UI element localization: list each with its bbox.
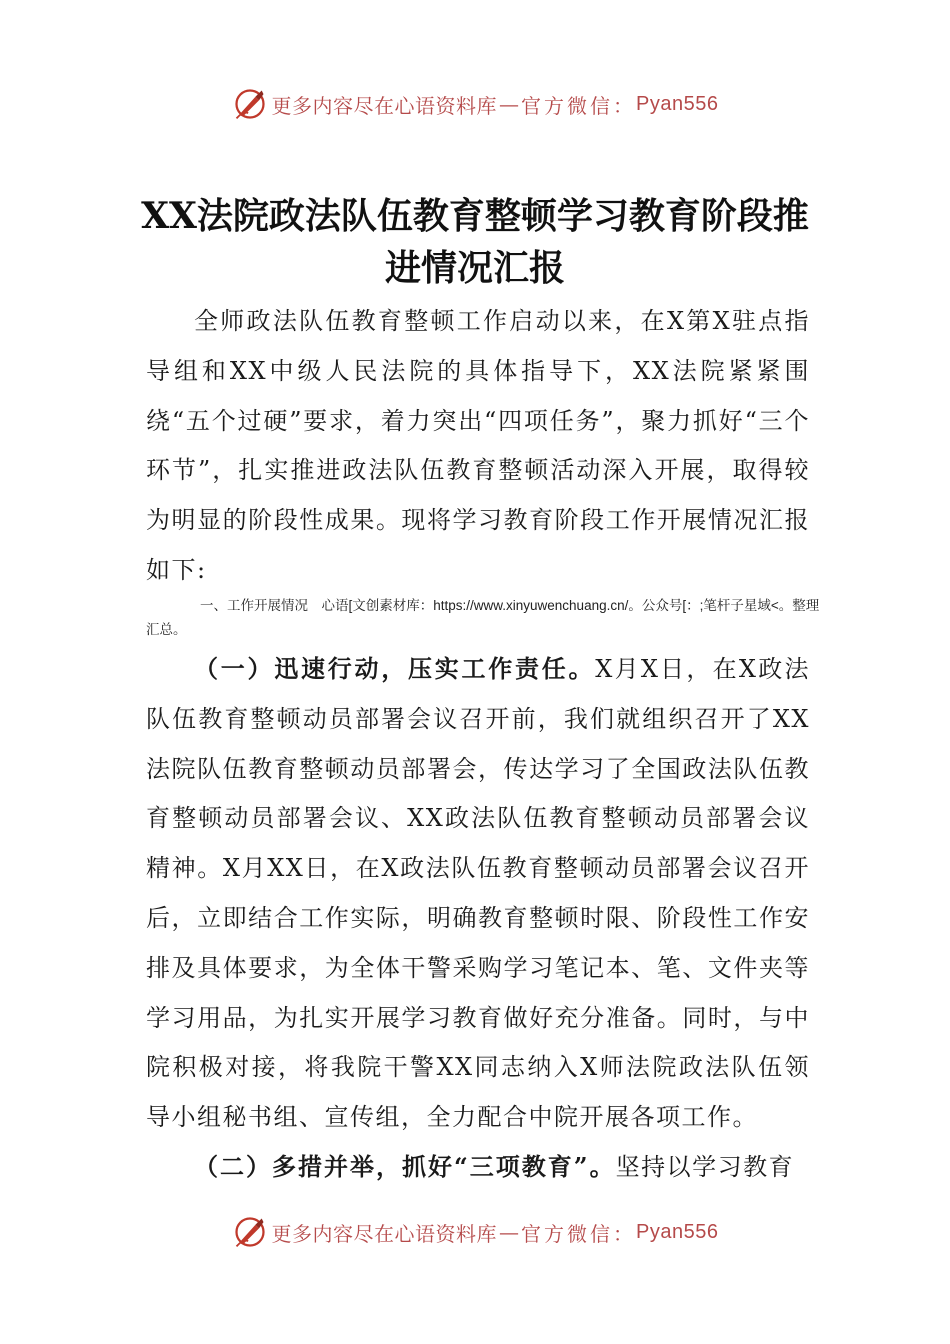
banner-prefix: 更多内容尽在心语资料库 — [271, 93, 498, 118]
section-1-body: X月X日，在X政法队伍教育整顿动员部署会议召开前，我们就组织召开了XX法院队伍教育整顿动员部署会，传达学习了全国政法队伍教育整顿动员部署会议、XX政法队伍教育整顿动员部署会议精神。X月XX日，在X政法队伍教育整顿动员部署会议召开后，立即结合工作实际，明确教育整顿时限、阶段性工作安排及具体要求，为全体干警采购学习笔记本、笔、文件夹等学习用品，为扎实开展学习教育做好充分准备。同时，与中院积极对接，将我院干警XX同志纳入X师法院政法队伍领导小组秘书组、宣传组，全力配合中院开展各项工作。 — [146, 655, 811, 1132]
header-banner — [0, 82, 950, 126]
section-1-lead: （一）迅速行动，压实工作责任。 — [194, 654, 596, 683]
banner-wechat-handle: Pyan556 — [636, 1220, 719, 1243]
banner-wechat-handle: Pyan556 — [636, 92, 719, 115]
section-2-body: 坚持以学习教育 — [615, 1153, 795, 1181]
banner-wechat-label: 官方微信： — [521, 93, 637, 118]
section-2-paragraph — [146, 1142, 810, 1193]
footer-banner — [0, 1210, 950, 1254]
document-title: XX法院政法队伍教育整顿学习教育阶段推进情况汇报 — [141, 195, 809, 289]
banner-dash: — — [499, 92, 520, 116]
banner-wechat-label: 官方微信： — [521, 1221, 637, 1246]
banner-prefix: 更多内容尽在心语资料库 — [271, 1221, 498, 1246]
section-heading-note: 一、工作开展情况 心语[文创素材库：https://www.xinyuwenchuang.cn/。公众号[：;笔杆子星域<。整理汇总。 — [146, 598, 820, 637]
section-1-paragraph — [146, 644, 810, 1143]
pen-nib-logo-icon — [232, 86, 268, 122]
pen-nib-logo-icon — [232, 1214, 268, 1250]
section-2-lead: （二）多措并举，抓好“三项教育”。 — [194, 1152, 616, 1181]
banner-dash: — — [499, 1220, 520, 1244]
intro-paragraph: 全师政法队伍教育整顿工作启动以来，在X第X驻点指导组和XX中级人民法院的具体指导下，XX法院紧紧围绕“五个过硬”要求，着力突出“四项任务”，聚力抓好“三个环节”，扎实推进政法队伍教育整顿活动深入开展，取得较为明显的阶段性成果。现将学习教育阶段工作开展情况汇报如下: — [146, 307, 810, 584]
